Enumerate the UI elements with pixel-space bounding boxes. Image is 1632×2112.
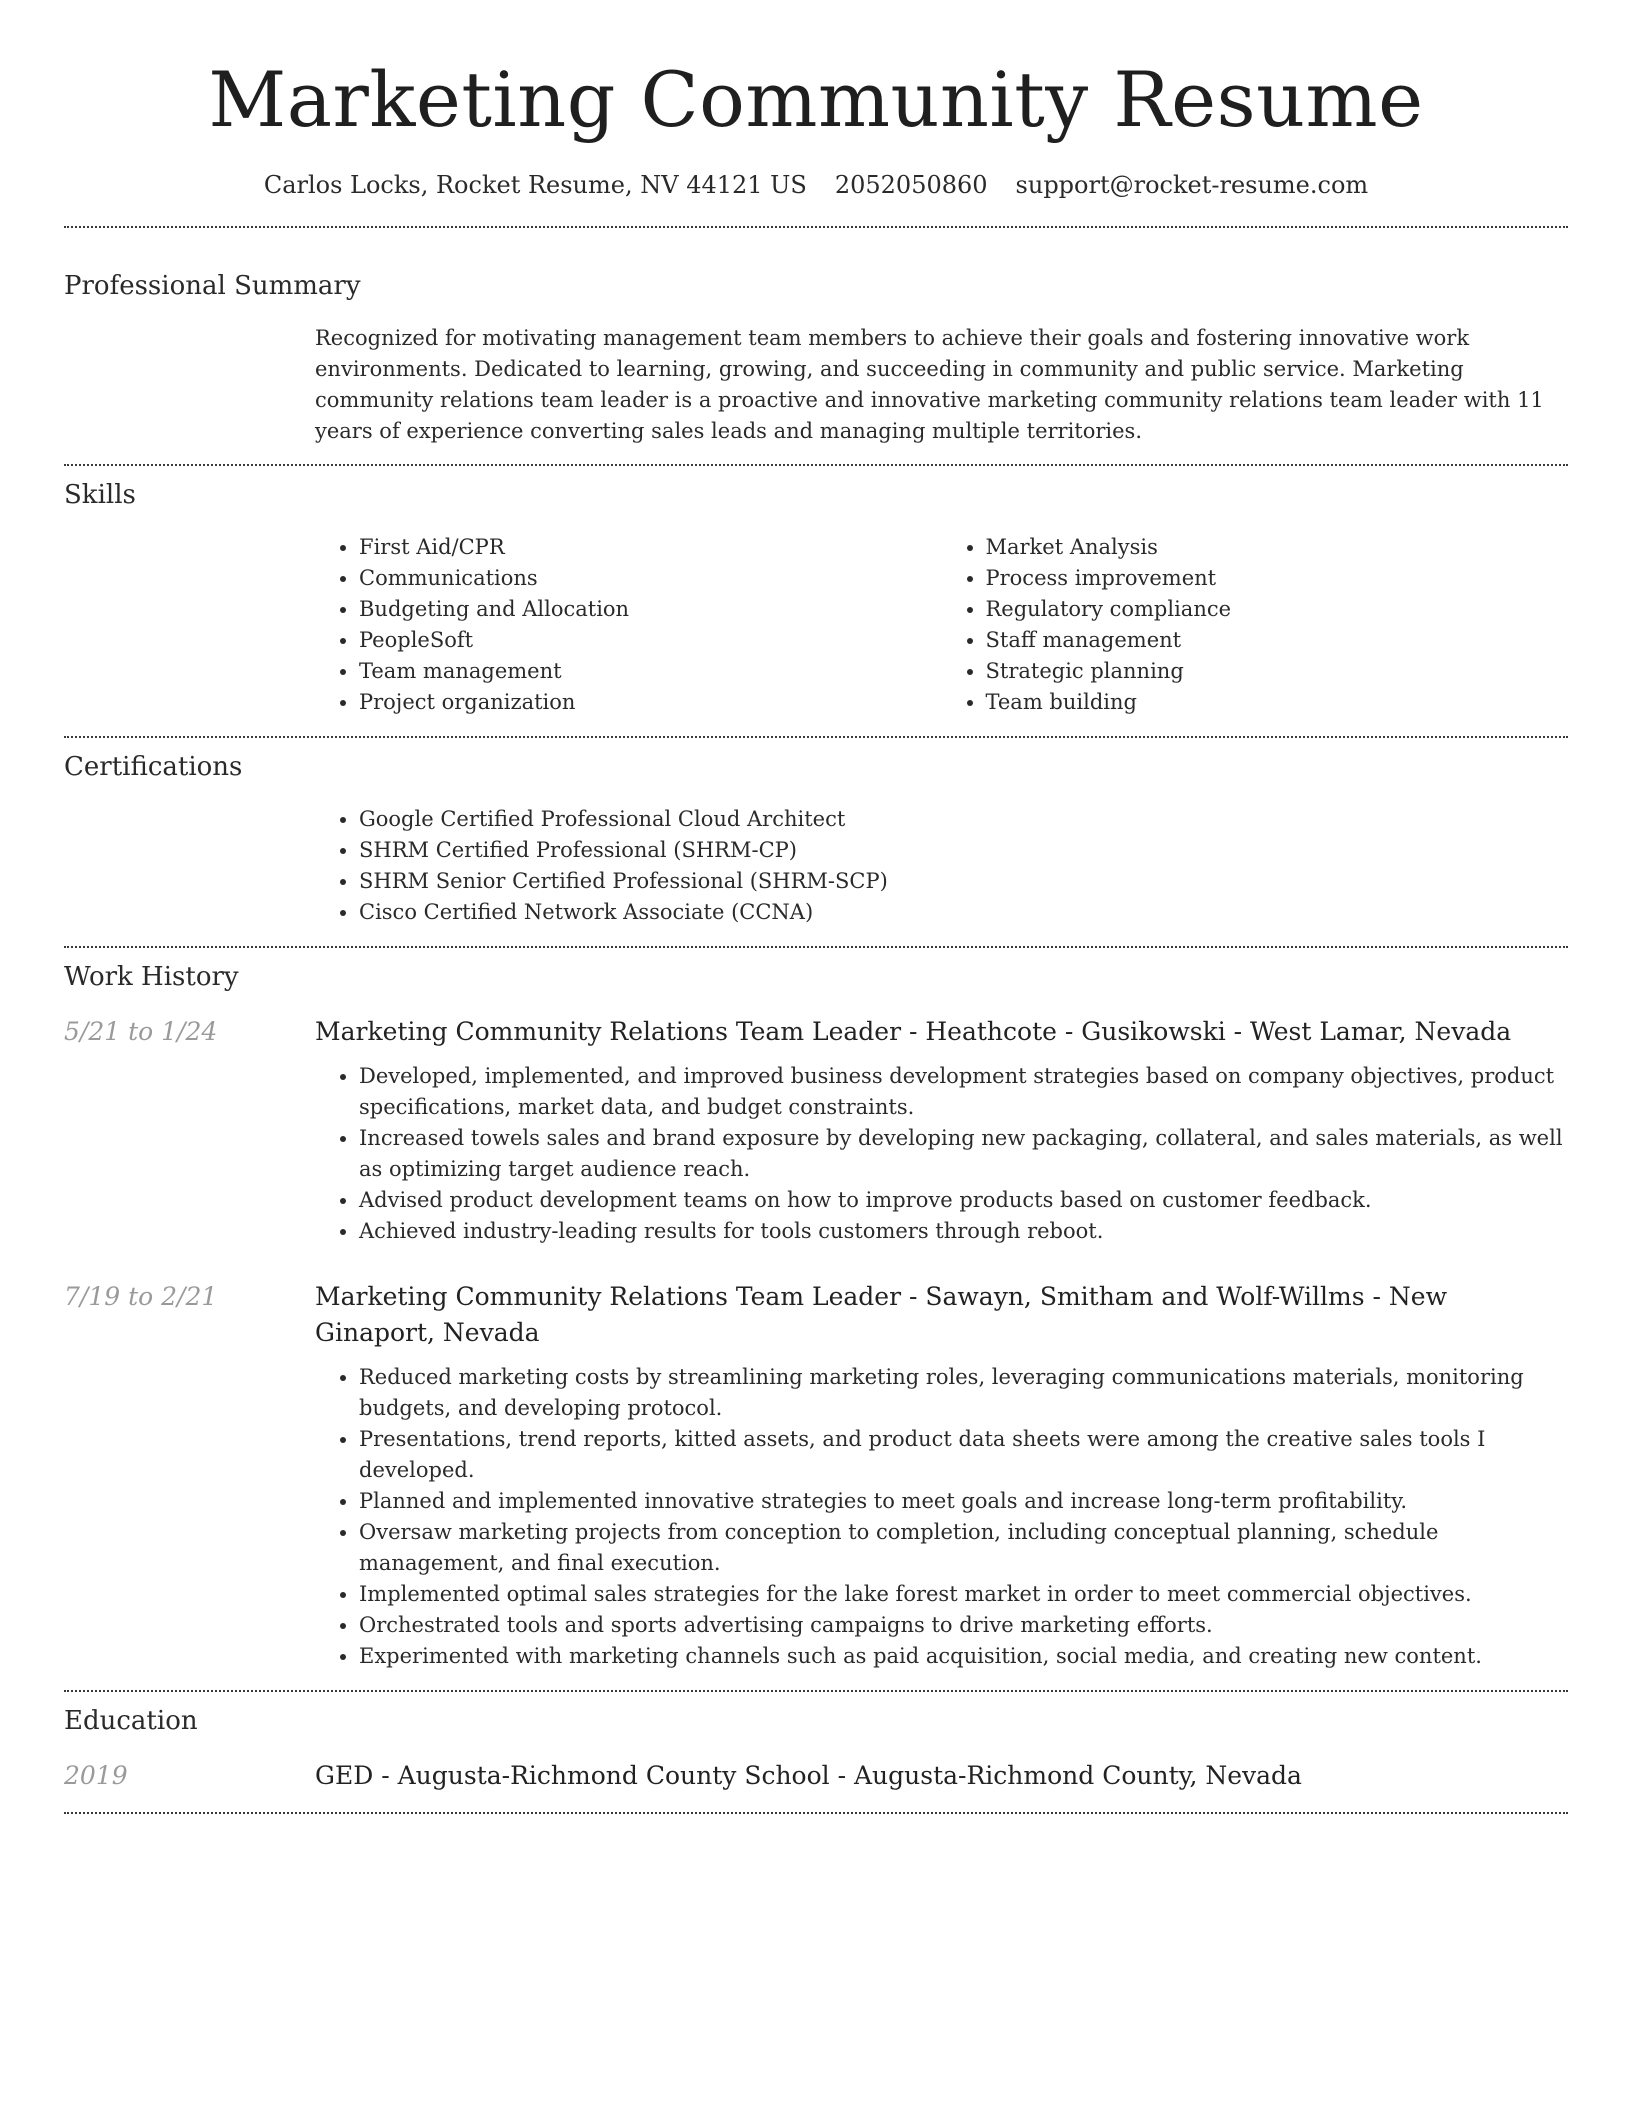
job-bullet: • Advised product development teams on how to improve products based on customer feedback. [359,1185,1568,1216]
certification-item: • SHRM Certified Professional (SHRM-CP) [359,835,1568,866]
skills-list [315,532,1568,718]
skill-item: • Market Analysis [986,532,1569,563]
job-title: Marketing Community Relations Team Leader - Heathcote - Gusikowski - West Lamar, Nevada [315,1017,1512,1046]
skill-item: • Strategic planning [986,656,1569,687]
certifications-heading: Certifications [64,752,243,782]
work-dates: 7/19 to 2/21 [64,1282,218,1311]
skill-item: • Communications [359,563,942,594]
job-bullet: • Developed, implemented, and improved business development strategies based on company objectives, product specifications, market data, and budget constraints. [359,1061,1568,1123]
divider [64,226,1568,228]
job-bullet: • Increased towels sales and brand exposure by developing new packaging, collateral, and sales materials, as well as optimizing target audience reach. [359,1123,1568,1185]
job-title: Marketing Community Relations Team Leader - Sawayn, Smitham and Wolf-Willms - New Ginaport, Nevada [315,1282,1447,1347]
skill-item: • Budgeting and Allocation [359,594,942,625]
education-entry [64,1758,1568,1794]
skill-item: • Staff management [986,625,1569,656]
contact-line [64,168,1568,202]
certifications-list [315,804,1568,928]
contact-address: Carlos Locks, Rocket Resume, NV 44121 US [263,171,807,199]
divider [64,1812,1568,1814]
skill-item: • First Aid/CPR [359,532,942,563]
job-bullet: • Achieved industry-leading results for tools customers through reboot. [359,1216,1568,1247]
resume-title: Marketing Community Resume [208,55,1424,144]
work-dates: 5/21 to 1/24 [64,1017,218,1046]
job-bullet: • Implemented optimal sales strategies for the lake forest market in order to meet commercial objectives. [359,1579,1568,1610]
skill-item: • PeopleSoft [359,625,942,656]
job-bullet: • Reduced marketing costs by streamlining marketing roles, leveraging communications materials, monitoring budgets, and developing protocol. [359,1362,1568,1424]
skill-item: • Process improvement [986,563,1569,594]
work-history-heading: Work History [64,962,239,992]
skill-item: • Regulatory compliance [986,594,1569,625]
skills-column-right [942,532,1569,718]
work-entry [64,1279,1568,1672]
education-year: 2019 [64,1761,128,1790]
job-bullet: • Oversaw marketing projects from conception to completion, including conceptual planning, schedule management, and final execution. [359,1517,1568,1579]
certification-item: • Cisco Certified Network Associate (CCNA) [359,897,1568,928]
job-bullets [315,1362,1568,1672]
summary-heading: Professional Summary [64,271,361,301]
skills-column-left [315,532,942,718]
divider [64,1690,1568,1692]
job-bullet: • Orchestrated tools and sports advertising campaigns to drive marketing efforts. [359,1610,1568,1641]
job-bullet: • Planned and implemented innovative strategies to meet goals and increase long-term profitability. [359,1486,1568,1517]
skill-item: • Project organization [359,687,942,718]
contact-email: support@rocket-resume.com [1015,171,1369,199]
divider [64,736,1568,738]
job-bullets [315,1061,1568,1247]
divider [64,464,1568,466]
divider [64,946,1568,948]
certification-item: • SHRM Senior Certified Professional (SHRM-SCP) [359,866,1568,897]
education-heading: Education [64,1706,198,1736]
certification-item: • Google Certified Professional Cloud Architect [359,804,1568,835]
job-bullet: • Experimented with marketing channels such as paid acquisition, social media, and creating new content. [359,1641,1568,1672]
job-bullet: • Presentations, trend reports, kitted assets, and product data sheets were among the creative sales tools I developed. [359,1424,1568,1486]
work-entry [64,1014,1568,1247]
summary-text: Recognized for motivating management team members to achieve their goals and fostering innovative work environments. Dedicated to learning, growing, and succeeding in community and public service. Marketing community relations team leader is a proactive and innovative marketing community relations team leader with 11 years of experience converting sales leads and managing multiple territories. [315,326,1544,443]
skills-heading: Skills [64,480,136,510]
skill-item: • Team building [986,687,1569,718]
skill-item: • Team management [359,656,942,687]
contact-phone: 2052050860 [834,171,988,199]
education-detail: GED - Augusta-Richmond County School - Augusta-Richmond County, Nevada [315,1761,1302,1790]
